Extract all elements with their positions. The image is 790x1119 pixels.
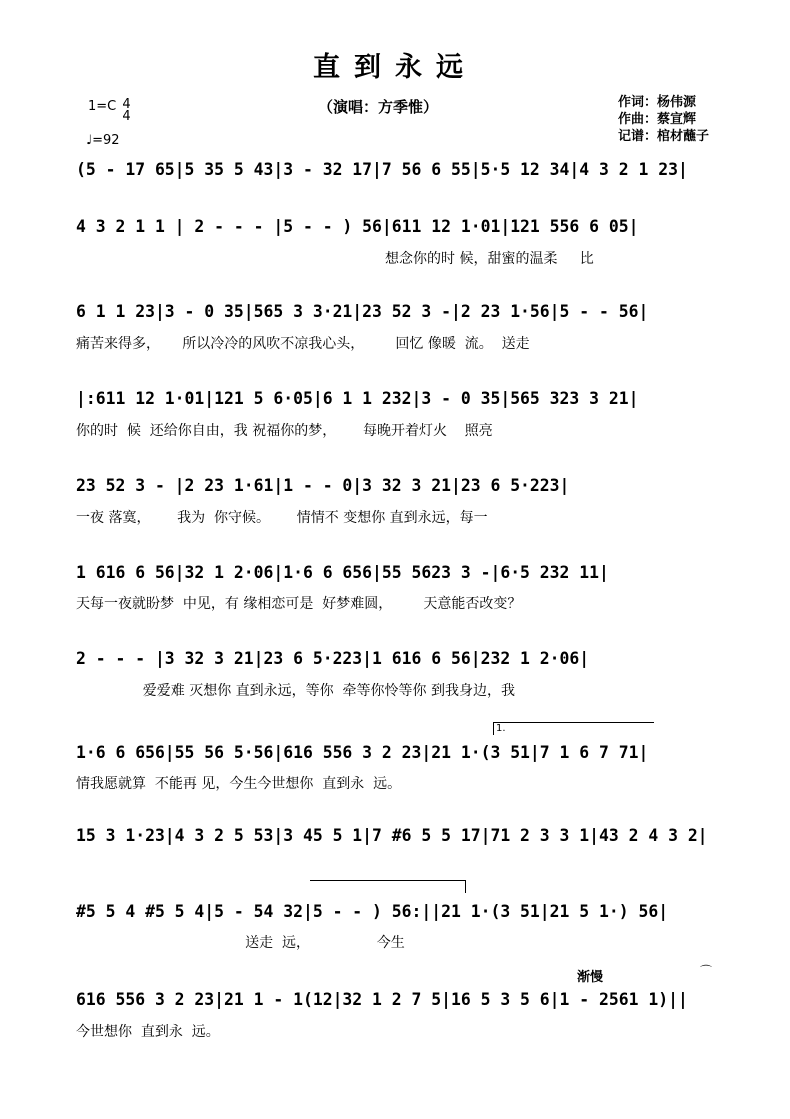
notes-line-2: 4 3 2 1 1 | 2 - - - |5 - - ) 56|611 12 1·01|121 556 6 05|: [76, 217, 639, 236]
notes-line-1: (5 - 17 65|5 35 5 43|3 - 32 17|7 56 6 55|5·5 12 34|4 3 2 1 23|: [76, 160, 688, 179]
notes-line-6: 1 616 6 56|32 1 2·06|1·6 6 656|55 5623 3 -|6·5 232 11|: [76, 563, 609, 582]
song-title: 直到永远: [313, 52, 477, 83]
notes-line-5: 23 52 3 - |2 23 1·61|1 - - 0|3 32 3 21|23 6 5·223|: [76, 476, 570, 495]
time-top: 4: [122, 97, 131, 112]
notes-line-7: 2 - - - |3 32 3 21|23 6 5·223|1 616 6 56|232 1 2·06|: [76, 649, 590, 668]
lyrics-line-10: 送走 远， 今生: [76, 935, 405, 951]
ritardando-mark: 渐慢: [577, 970, 604, 985]
lyrics-line-2: 想念你的时 候，甜蜜的温柔 比: [385, 251, 594, 267]
fermata-icon: ⌒: [700, 964, 713, 978]
notes-line-11: 616 556 3 2 23|21 1 - 1(12|32 1 2 7 5|16 5 3 5 6|1 - 2561 1)||: [76, 990, 688, 1009]
singer-credit: （演唱：方季惟）: [318, 98, 439, 116]
notes-line-3: 6 1 1 23|3 - 0 35|565 3 3·21|23 52 3 -|2 23 1·56|5 - - 56|: [76, 302, 649, 321]
lyricist-credit: 作词：杨伟源: [618, 95, 697, 110]
quarter-note-icon: ♩: [86, 133, 93, 148]
ending-bracket: [310, 880, 466, 893]
volta-label: 1.: [496, 723, 506, 734]
lyrics-line-4: 你的时 候 还给你自由，我 祝福你的梦， 每晚开着灯火 照亮: [76, 423, 493, 439]
notes-line-8: 1·6 6 656|55 56 5·56|616 556 3 2 23|21 1·(3 51|7 1 6 7 71|: [76, 743, 649, 762]
key-text: 1=C: [88, 99, 117, 114]
lyrics-line-6: 天每一夜就盼梦 中见，有 缘相恋可是 好梦难圆， 天意能否改变？: [76, 596, 522, 612]
notes-line-10: #5 5 4 #5 5 4|5 - 54 32|5 - - ) 56:||21 1·(3 51|21 5 1·) 56|: [76, 902, 669, 921]
composer-credit: 作曲：蔡宣辉: [618, 112, 697, 127]
lyrics-line-11: 今世想你 直到永 远。: [76, 1024, 220, 1040]
notes-line-4: |:611 12 1·01|121 5 6·05|6 1 1 232|3 - 0 35|565 323 3 21|: [76, 389, 639, 408]
transcriber-credit: 记谱：棺材蘸子: [618, 129, 710, 144]
volta-bracket: [493, 722, 654, 735]
tempo-value: =92: [92, 133, 120, 148]
time-bottom: 4: [122, 109, 131, 124]
lyrics-line-8: 情我愿就算 不能再 见，今生今世想你 直到永 远。: [76, 776, 402, 792]
notes-line-9: 15 3 1·23|4 3 2 5 53|3 45 5 1|7 #6 5 5 17|71 2 3 3 1|43 2 4 3 2|: [76, 826, 708, 845]
lyrics-line-3: 痛苦来得多， 所以冷冷的风吹不凉我心头， 回忆 像暖 流。 送走: [76, 336, 530, 352]
lyrics-line-7: 爱爱难 灭想你 直到永远，等你 牵等你怜等你 到我身边，我: [76, 683, 516, 699]
lyrics-line-5: 一夜 落寞， 我为 你守候。 情情不 变想你 直到永远，每一: [76, 510, 488, 526]
